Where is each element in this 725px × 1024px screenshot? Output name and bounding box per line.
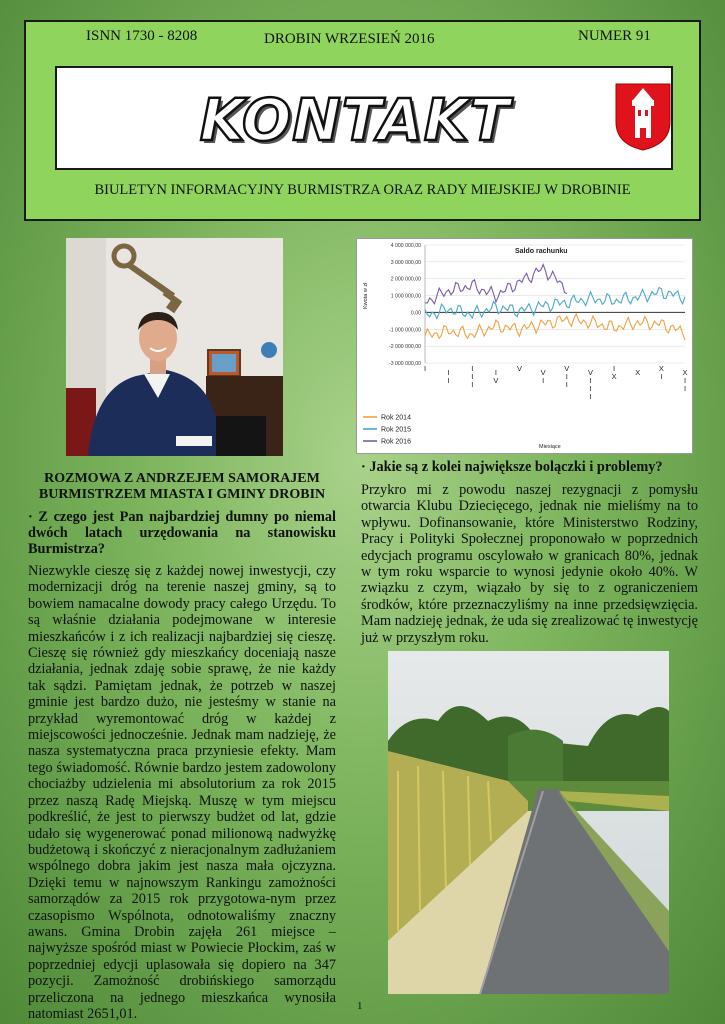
question-1 xyxy=(28,509,336,557)
x-tick-label: I xyxy=(589,384,592,393)
road-photo xyxy=(388,651,669,994)
x-axis-label: Miesiące xyxy=(539,444,561,450)
legend-label: Rok 2015 xyxy=(381,426,411,434)
x-tick-label: I xyxy=(565,372,568,381)
answer-2: Przykro mi z powodu naszej rezygnacji z pomysłu otwarcia Klubu Dziecięcego, jednak nie mieliśmy na to wpływu. Dofinansowanie, które Ministerstwo Rodziny, Pracy i Polityki Społecznej proponowało w poprzednich edycjach programu oscylowało w granicach 80%, jednak w tym roku wsparcie to wynosi jedynie około 40%. W związku z czym, wiązało by się to z ograniczeniem środków, które przeznaczyliśmy na inne przedsięwzięcia. Mam nadzieję jednak, że uda się zrealizować tę inwestycję już w przyszłym roku. xyxy=(361,482,699,646)
x-tick-label: V xyxy=(564,364,570,373)
x-tick-label: I xyxy=(683,384,687,393)
y-tick-label: 3 000 000,00 xyxy=(390,259,421,266)
y-axis-label: Kwota w zł xyxy=(363,282,369,309)
x-tick-label: I xyxy=(471,364,474,373)
account-balance-chart xyxy=(356,238,693,454)
x-tick-label: I xyxy=(471,380,474,389)
x-tick-label: I xyxy=(542,376,545,385)
newsletter-subtitle: BIULETYN INFORMACYJNY BURMISTRZA ORAZ RADY MIEJSKIEJ W DROBINIE xyxy=(94,182,631,198)
x-tick-label: X xyxy=(611,372,617,381)
x-tick-label: V xyxy=(587,368,593,377)
mayor-photo xyxy=(66,238,283,456)
y-tick-label: -3 000 000,00 xyxy=(388,361,421,367)
issue-number: NUMER 91 xyxy=(578,28,651,44)
x-tick-label: I xyxy=(613,364,616,373)
chart-title: Saldo rachunku xyxy=(515,248,568,255)
series-line xyxy=(425,265,567,304)
x-tick-label: X xyxy=(635,368,641,377)
x-tick-label: V xyxy=(493,376,499,385)
drobin-coat-of-arms-icon xyxy=(614,82,672,152)
legend-label: Rok 2014 xyxy=(381,414,411,422)
x-tick-label: I xyxy=(494,368,497,377)
question-1-text: · Z czego jest Pan najbardziej dumny po niemal dwóch latach urzędowania na stanowisku Burmistrza? xyxy=(28,509,336,557)
x-tick-label: V xyxy=(517,364,523,373)
y-tick-label: -2 000 000,00 xyxy=(388,344,421,351)
x-tick-label: I xyxy=(589,392,592,401)
x-tick-label: X xyxy=(658,364,664,373)
x-tick-label: I xyxy=(423,364,427,373)
issn-label: ISNN 1730 - 8208 xyxy=(86,28,198,44)
legend-label: Rok 2016 xyxy=(381,438,411,446)
question-2 xyxy=(361,459,698,475)
x-tick-label: X xyxy=(682,368,688,377)
x-tick-label: I xyxy=(447,368,450,377)
interview-heading: ROZMOWA Z ANDRZEJEM SAMORAJEM BURMISTRZEM MIASTA I GMINY DROBIN xyxy=(38,471,326,502)
x-tick-label: I xyxy=(660,372,663,381)
y-tick-label: 1 000 000,00 xyxy=(390,293,421,300)
x-tick-label: I xyxy=(447,376,450,385)
question-2-text: · Jakie są z kolei największe bolączki i problemy? xyxy=(361,459,663,475)
series-line xyxy=(425,288,685,319)
masthead xyxy=(24,20,701,221)
page-number: 1 xyxy=(357,1000,363,1012)
issue-date: DROBIN WRZESIEŃ 2016 xyxy=(264,31,435,47)
y-tick-label: 4 000 000,00 xyxy=(390,243,421,249)
x-tick-label: I xyxy=(683,376,687,385)
x-tick-label: I xyxy=(471,372,474,381)
answer-1: Niezwykle cieszę się z każdej nowej inwestycji, czy modernizacji dróg na terenie naszej gminy, są to bowiem namacalne dowody pracy całego Urzędu. To są właśnie działania podejmowane w interesie mieszkańców i z ich realizacji najbardziej się cieszę. Cieszę się również gdy mieszkańcy doceniają nasze działania, jednak zdaję sobie sprawę, że nie każdy tak sądzi. Pamiętam jednak, że potrzeb w naszej gminie jest bardzo dużo, nie jesteśmy w stanie na przykład wyremontować dróg w każdej z miejscowości jednocześnie. Jednak mam nadzieję, że nasza systematyczna praca przyniesie efekty. Mam tego świadomość. Równie bardzo jestem zadowolony chociażby udzielenia mi absolutorium za rok 2015 przez naszą Radę Miejską. Muszę w tym miejscu podkreślić, że jest to pierwszy budżet od lat, gdzie udało się wygenerować ponad milionową nadwyżkę budżetową i skończyć z nieracjonalnym zadłużaniem wspólnego dobra jakim jest nasza mała ojczyzna. Dzięki temu w najnowszym Rankingu zamożności samorządów za 2015 rok przygotowa-nym przez czasopismo Wspólnota, odnotowaliśmy znaczny awans. Gmina Drobin zajęła 261 miejsce – najwyższe spośród miast w Powiecie Płockim, zaś w poprzedniej edycji uplasowała się dopiero na 347 pozycji. Zamożność drobińskiego samorządu przeliczona na jednego mieszkańca wynosiła natomiast 2651,01. xyxy=(28,563,336,1022)
y-tick-label: 2 000 000,00 xyxy=(390,276,421,283)
chart-canvas xyxy=(357,239,692,453)
x-tick-label: I xyxy=(589,376,592,385)
series-line xyxy=(425,314,685,340)
y-tick-label: 0,00 xyxy=(410,310,421,317)
newsletter-title: KONTAKT xyxy=(199,86,511,154)
y-tick-label: -1 000 000,00 xyxy=(388,327,421,334)
x-tick-label: V xyxy=(540,368,546,377)
x-tick-label: I xyxy=(565,380,568,389)
title-banner xyxy=(55,66,673,170)
